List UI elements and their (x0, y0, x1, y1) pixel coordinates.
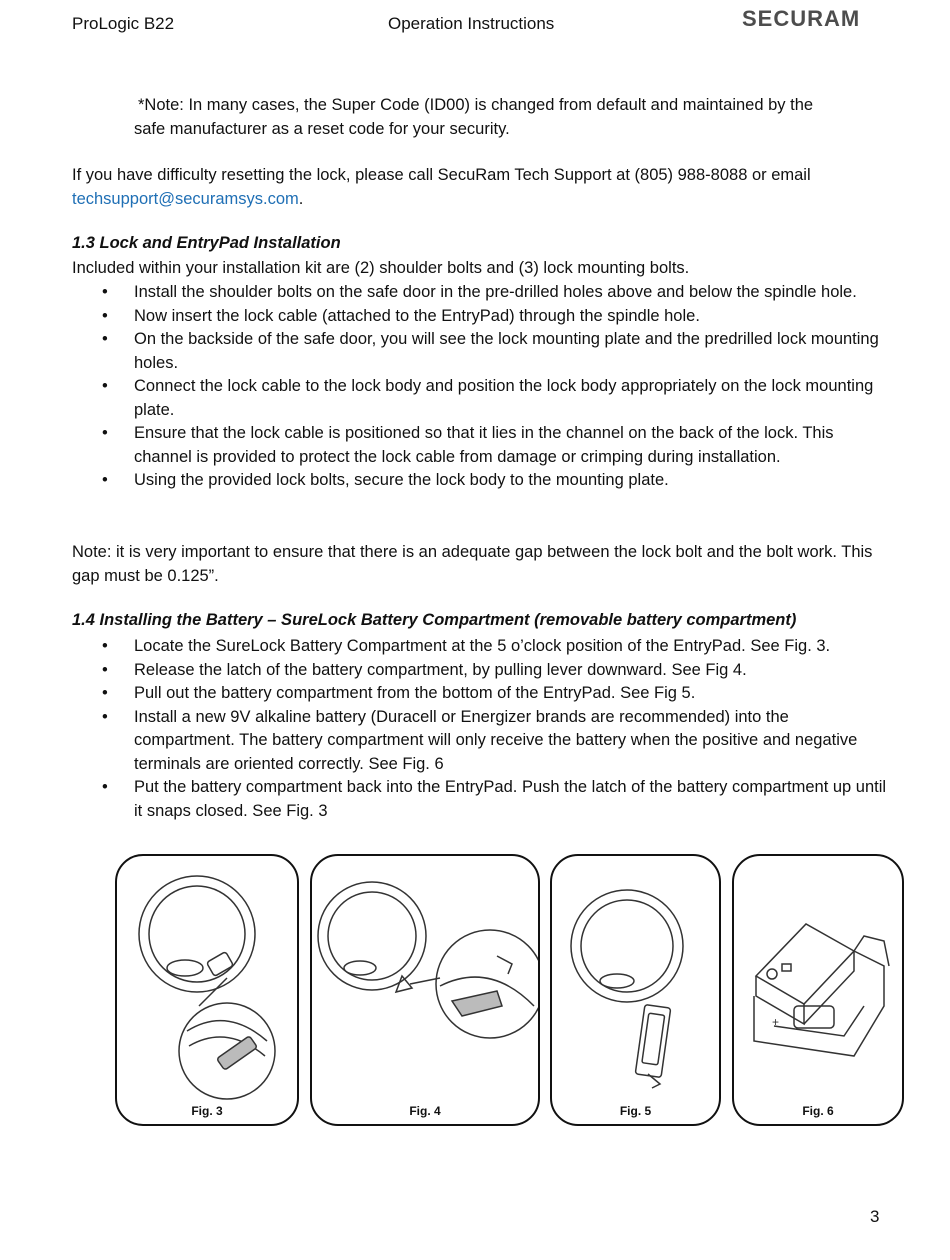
entrypad-battery-location-illustration (117, 856, 297, 1124)
section-1-4-bullet-list (72, 635, 892, 823)
bolt-gap-note: Note: it is very important to ensure that there is an adequate gap between the lock bolt and the bolt work. This gap must be 0.125”. (72, 543, 873, 585)
bullet-icon: • (102, 283, 108, 301)
list-item: • Ensure that the lock cable is positioned so that it lies in the channel on the back of the lock. This channel is provided to protect the lock cable from damage or crimping during installation. (102, 424, 834, 466)
bullet-icon: • (102, 637, 108, 655)
list-item: • Install the shoulder bolts on the safe door in the pre-drilled holes above and below the spindle hole. (72, 281, 892, 305)
support-text: If you have difficulty resetting the lock, please call SecuRam Tech Support at (805) 988-8088 or email (72, 166, 811, 184)
list-item: • Locate the SureLock Battery Compartment at the 5 o’clock position of the EntryPad. See Fig. 3. (72, 635, 892, 659)
support-end: . (298, 189, 304, 208)
figure-5-panel (550, 854, 721, 1126)
bullet-icon: • (102, 377, 108, 395)
super-code-note-line2: safe manufacturer as a reset code for your security. (134, 119, 510, 138)
figure-3-panel (115, 854, 299, 1126)
section-1-3-heading: 1.3 Lock and EntryPad Installation (72, 234, 341, 252)
support-paragraph (72, 164, 892, 211)
figure-6-label: Fig. 6 (802, 1104, 834, 1118)
insert-9v-battery-illustration (734, 856, 902, 1124)
list-item: • Put the battery compartment back into the EntryPad. Push the latch of the battery compartment up until it snaps closed. See Fig. 3 (102, 778, 887, 820)
figure-4-label: Fig. 4 (409, 1104, 441, 1118)
bullet-icon: • (102, 660, 108, 679)
section-1-4-heading: 1.4 Installing the Battery – SureLock Battery Compartment (removable battery compartment) (72, 611, 797, 629)
bullet-icon: • (102, 306, 108, 325)
remove-compartment-illustration (552, 856, 719, 1124)
list-item: • On the backside of the safe door, you will see the lock mounting plate and the predrilled lock mounting holes. (102, 330, 879, 372)
list-item: • Pull out the battery compartment from the bottom of the EntryPad. See Fig 5. (72, 682, 892, 706)
list-item: • Now insert the lock cable (attached to the EntryPad) through the spindle hole. (72, 305, 892, 329)
securam-logo: SECURAM (742, 6, 861, 31)
section-1-3-intro: Included within your installation kit are (2) shoulder bolts and (3) lock mounting bolts. (72, 259, 690, 277)
svg-text:+: + (772, 1015, 780, 1029)
bullet-icon: • (102, 330, 108, 348)
header-document-title: Operation Instructions (388, 14, 555, 33)
list-item: • Release the latch of the battery compartment, by pulling lever downward. See Fig 4. (72, 659, 892, 683)
super-code-note-line1: *Note: In many cases, the Super Code (ID00) is changed from default and maintained by the (138, 96, 814, 114)
bullet-icon: • (102, 778, 108, 796)
bullet-icon: • (102, 424, 108, 442)
section-1-3-bullet-list (72, 281, 892, 493)
figure-5-label: Fig. 5 (619, 1104, 652, 1118)
list-item: • Install a new 9V alkaline battery (Duracell or Energizer brands are recommended) into the compartment. The battery compartment will only receive the battery when the positive and negative terminals are oriented correctly. See Fig. 6 (102, 707, 858, 773)
figure-6-panel (732, 854, 904, 1126)
list-item: • Connect the lock cable to the lock body and position the lock body appropriately on the lock mounting plate. (102, 377, 874, 419)
header-product-name: ProLogic B22 (72, 14, 175, 33)
figure-3-label: Fig. 3 (191, 1104, 223, 1118)
bullet-icon: • (102, 684, 108, 702)
figure-4-panel (310, 854, 540, 1126)
list-item: • Using the provided lock bolts, secure the lock body to the mounting plate. (72, 469, 892, 493)
bullet-icon: • (102, 471, 108, 489)
release-latch-illustration (312, 856, 538, 1124)
super-code-note (134, 94, 874, 141)
support-email-link[interactable]: techsupport@securamsys.com (72, 189, 299, 208)
bullet-icon: • (102, 707, 108, 726)
page-number: 3 (870, 1207, 880, 1226)
